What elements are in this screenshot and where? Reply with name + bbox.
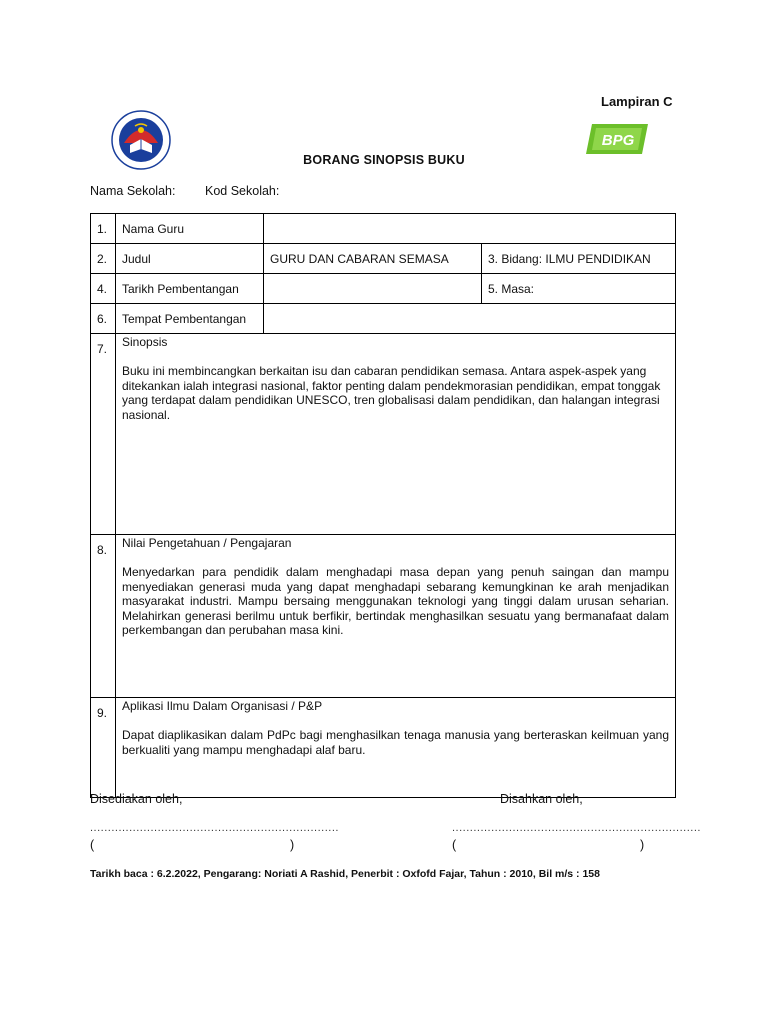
table-row: [91, 214, 676, 244]
row-number: 9.: [91, 698, 116, 798]
approved-signature-line[interactable]: ......................................................................: [452, 822, 701, 834]
values-cell[interactable]: [116, 535, 676, 698]
title-field[interactable]: GURU DAN CABARAN SEMASA: [264, 244, 482, 274]
values-label: Nilai Pengetahuan / Pengajaran: [122, 536, 292, 550]
paren-open: (: [90, 838, 95, 852]
prepared-signature-line[interactable]: ......................................................................: [90, 822, 339, 834]
row-label: Tempat Pembentangan: [116, 304, 264, 334]
field-of-study[interactable]: 3. Bidang: ILMU PENDIDIKAN: [482, 244, 676, 274]
synopsis-cell[interactable]: [116, 334, 676, 535]
row-number: 6.: [91, 304, 116, 334]
application-text: Dapat diaplikasikan dalam PdPc bagi menghasilkan tenaga manusia yang berteraskan keilmuan yang berkualiti yang mampu menghadapi alaf baru.: [122, 728, 669, 757]
prepared-by-label: Disediakan oleh,: [90, 792, 183, 806]
table-row: [91, 304, 676, 334]
school-name-label: Nama Sekolah:: [90, 184, 176, 198]
row-number: 1.: [91, 214, 116, 244]
paren-close: ): [290, 838, 295, 852]
values-text: Menyedarkan para pendidik dalam menghadapi masa depan yang penuh saingan dan mampu menyediakan generasi muda yang dapat menghadapi sebarang kemungkinan ke arah menjadikan masyarakat industri. Mampu bersaing menggunakan teknologi yang tinggi dalam urusan seharian. Melahirkan generasi berilmu untuk berfikir, bertindak menghasilkan sesuatu yang bermanafaat dalam perkembangan dan perubahan masa kini.: [122, 565, 669, 637]
table-row: [91, 334, 676, 535]
lampiran-label: Lampiran C: [601, 94, 673, 109]
application-cell[interactable]: [116, 698, 676, 798]
row-label: Tarikh Pembentangan: [116, 274, 264, 304]
teacher-name-field[interactable]: [264, 214, 676, 244]
presentation-date-field[interactable]: [264, 274, 482, 304]
synopsis-label: Sinopsis: [122, 335, 168, 349]
form-title: BORANG SINOPSIS BUKU: [303, 153, 465, 167]
approved-by-label: Disahkan oleh,: [500, 792, 583, 806]
table-row: [91, 698, 676, 798]
table-row: [91, 244, 676, 274]
row-number: 8.: [91, 535, 116, 698]
bpg-logo-text: BPG: [601, 132, 635, 149]
row-label: Judul: [116, 244, 264, 274]
table-row: [91, 274, 676, 304]
row-label: Nama Guru: [116, 214, 264, 244]
synopsis-text: Buku ini membincangkan berkaitan isu dan cabaran pendidikan semasa. Antara aspek-aspek yang ditekankan ialah integrasi nasional, faktor penting dalam pendekmorasian pendidikan, empat tonggak yang terdapat dalam pendidikan UNESCO, tren globalisasi dalam pendidikan, dan halangan integrasi nasional.: [122, 364, 661, 422]
paren-close: ): [640, 838, 645, 852]
school-code-label: Kod Sekolah:: [205, 184, 280, 198]
row-number: 4.: [91, 274, 116, 304]
synopsis-form-table: [90, 213, 676, 798]
paren-open: (: [452, 838, 457, 852]
presentation-time-field[interactable]: 5. Masa:: [482, 274, 676, 304]
reading-details-footer: Tarikh baca : 6.2.2022, Pengarang: Noriati A Rashid, Penerbit : Oxfofd Fajar, Tahun : 2010, Bil m/s : 158: [90, 868, 600, 880]
row-number: 2.: [91, 244, 116, 274]
table-row: [91, 535, 676, 698]
application-label: Aplikasi Ilmu Dalam Organisasi / P&P: [122, 699, 323, 713]
presentation-venue-field[interactable]: [264, 304, 676, 334]
row-number: 7.: [91, 334, 116, 535]
